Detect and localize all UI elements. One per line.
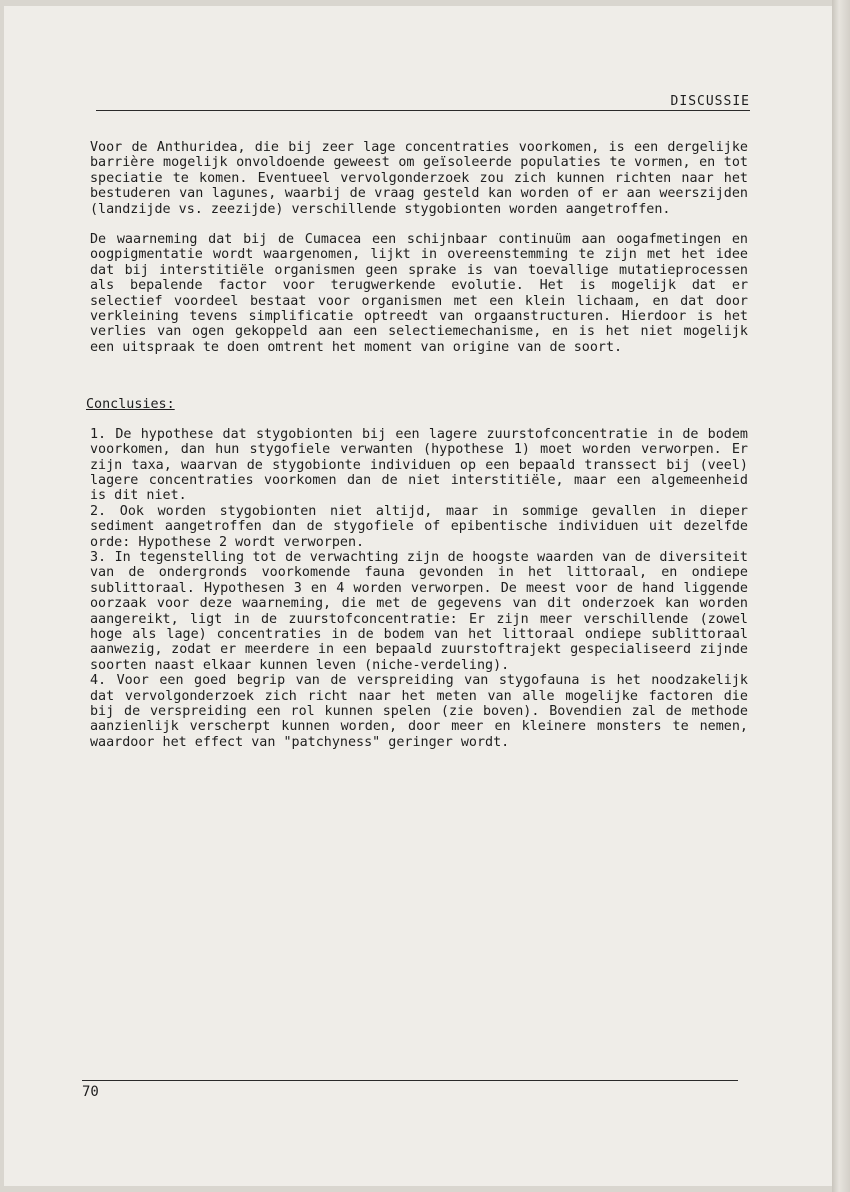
section-title: DISCUSSIE bbox=[670, 94, 750, 109]
paragraph-cumacea: De waarneming dat bij de Cumacea een schijnbaar continuüm aan oogafmetingen en oogpigmentatie wordt waargenomen, lijkt in overeenstemming te zijn met het idee dat bij interstitiële organismen geen sprake is van toevallige mutatieprocessen als bepalende factor voor terugwerkende evolutie. Het is mogelijk dat er selectief voordeel bestaat voor organismen met een klein lichaam, en dat door verkleining tevens simplificatie optreedt van orgaanstructuren. Hierdoor is het verlies van ogen gekoppeld aan een selectiemechanisme, en is het niet mogelijk een uitspraak te doen omtrent het moment van origine van de soort. bbox=[90, 232, 748, 355]
page-edge bbox=[832, 0, 850, 1192]
conclusions-heading: Conclusies: bbox=[86, 397, 175, 413]
body-text bbox=[86, 140, 748, 750]
conclusion-item-3: 3. In tegenstelling tot de verwachting zijn de hoogste waarden van de diversiteit van de ondergronds voorkomende fauna gevonden in het littoraal, en ondiepe sublittoraal. Hypothesen 3 en 4 worden verworpen. De meest voor de hand liggende oorzaak voor deze waarneming, die met de gegevens van dit onderzoek kan worden aangereikt, ligt in de zuurstofconcentratie: Er zijn meer verschillende (zowel hoge als lage) concentraties in de bodem van het littoraal ondiepe sublittoraal aanwezig, zodat er meerdere in een bepaald zuurstoftrajekt gespecialiseerd zijnde soorten naast elkaar kunnen leven (niche-verdeling). bbox=[90, 549, 748, 673]
conclusion-item-2: 2. Ook worden stygobionten niet altijd, maar in sommige gevallen in dieper sediment aangetroffen dan de stygofiele of epibentische individuen uit dezelfde orde: Hypothese 2 wordt verworpen. bbox=[90, 503, 748, 550]
conclusion-item-1: 1. De hypothese dat stygobionten bij een lagere zuurstofconcentratie in de bodem voorkomen, dan hun stygofiele verwanten (hypothese 1) moet worden verworpen. Er zijn taxa, waarvan de stygobionte individuen op een bepaald transsect bij (veel) lagere concentraties voorkomen dan de niet interstitiële, maar een algemeenheid is dit niet. bbox=[90, 426, 748, 504]
running-header bbox=[96, 94, 750, 111]
conclusion-item-4: 4. Voor een goed begrip van de verspreiding van stygofauna is het noodzakelijk dat vervolgonderzoek zich richt naar het meten van alle mogelijke factoren die bij de verspreiding een rol kunnen spelen (zie boven). Bovendien zal de methode aanzienlijk verscherpt kunnen worden, door meer en kleinere monsters te nemen, waardoor het effect van "patchyness" geringer wordt. bbox=[90, 673, 748, 750]
page-number: 70 bbox=[82, 1084, 99, 1100]
paragraph-anthuridea: Voor de Anthuridea, die bij zeer lage concentraties voorkomen, is een dergelijke barrière mogelijk onvoldoende geweest om geïsoleerde populaties te vormen, en tot speciatie te komen. Eventueel vervolgonderzoek zou zich kunnen richten naar het bestuderen van lagunes, waarbij de vraag gesteld kan worden of er aan weerszijden (landzijde vs. zeezijde) verschillende stygobionten worden aangetroffen. bbox=[90, 140, 748, 217]
footer-rule bbox=[82, 1080, 738, 1081]
